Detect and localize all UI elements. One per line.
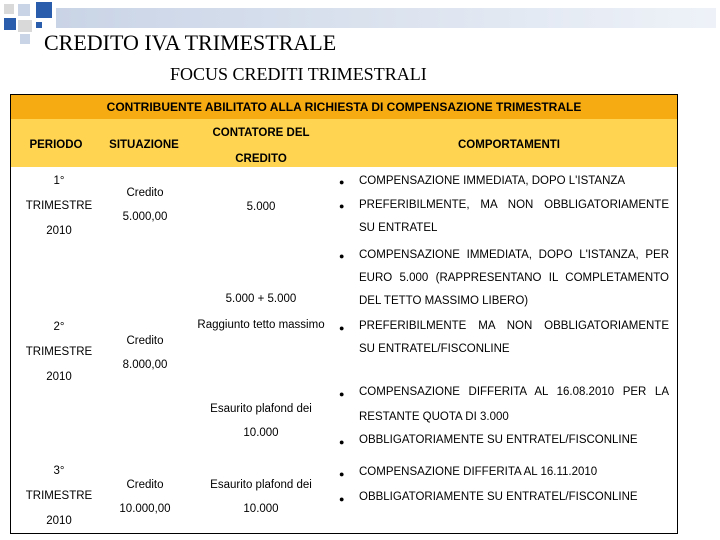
- row1-behavior2-line1: PREFERIBILMENTE, MA NON OBBLIGATORIAMENTE: [359, 199, 669, 211]
- row2-behavior1-line2: EURO 5.000 (RAPPRESENTANO IL COMPLETAMENTO: [359, 272, 669, 284]
- row1-periodo-line1: 1°: [53, 175, 65, 187]
- row1-behavior1-line1: COMPENSAZIONE IMMEDIATA, DOPO L'ISTANZA: [359, 175, 626, 187]
- row2-behavior4-line1: OBBLIGATORIAMENTE SU ENTRATEL/FISCONLINE: [359, 434, 638, 446]
- row1-situazione-line1: Credito: [126, 187, 164, 199]
- row2-contatore-line1: 5.000 + 5.000: [225, 293, 297, 305]
- row2-situazione-line1: Credito: [126, 335, 164, 347]
- decorative-square: [36, 2, 52, 18]
- row1-periodo-line3: 2010: [46, 225, 72, 237]
- row1-behavior2-line2: SU ENTRATEL: [359, 222, 438, 234]
- row3-behavior2-line1: OBBLIGATORIAMENTE SU ENTRATEL/FISCONLINE: [359, 491, 638, 503]
- row3-contatore-line2: 10.000: [243, 503, 279, 515]
- row2-contatore-line3: Esaurito plafond dei: [210, 403, 312, 415]
- row3-situazione-line2: 10.000,00: [119, 503, 171, 515]
- header-periodo: PERIODO: [29, 139, 83, 151]
- table-banner: CONTRIBUENTE ABILITATO ALLA RICHIESTA DI COMPENSAZIONE TRIMESTRALE: [11, 95, 677, 120]
- row2-behavior1-line1: COMPENSAZIONE IMMEDIATA, DOPO L'ISTANZA, PER: [359, 249, 669, 261]
- header-contatore-line2: CREDITO: [235, 153, 287, 165]
- decorative-square: [36, 22, 42, 28]
- decorative-title-bar: [56, 8, 716, 28]
- header-comportamenti: COMPORTAMENTI: [457, 139, 560, 151]
- bullet-icon: ●: [339, 251, 345, 261]
- bullet-icon: ●: [339, 177, 345, 187]
- row3-periodo-line3: 2010: [46, 515, 72, 527]
- decorative-square: [18, 4, 30, 16]
- bullet-icon: ●: [339, 469, 345, 479]
- row2-behavior2-line2: SU ENTRATEL/FISCONLINE: [359, 343, 510, 355]
- page-subtitle: FOCUS CREDITI TRIMESTRALI: [170, 64, 427, 84]
- row3-periodo-line1: 3°: [53, 465, 65, 477]
- row1-periodo-line2: TRIMESTRE: [25, 200, 93, 212]
- row3-contatore-line1: Esaurito plafond dei: [210, 479, 312, 491]
- header-situazione: SITUAZIONE: [109, 139, 179, 151]
- bullet-icon: ●: [339, 437, 345, 447]
- row1-situazione-line2: 5.000,00: [122, 211, 168, 223]
- credit-table: [10, 94, 678, 534]
- row2-periodo-line2: TRIMESTRE: [25, 346, 93, 358]
- row3-periodo-line2: TRIMESTRE: [25, 490, 93, 502]
- bullet-icon: ●: [339, 201, 345, 211]
- row2-contatore-line4: 10.000: [243, 427, 279, 439]
- row2-contatore-line2: Raggiunto tetto massimo: [197, 319, 325, 331]
- bullet-icon: ●: [339, 389, 345, 399]
- decorative-square: [20, 34, 30, 44]
- bullet-icon: ●: [339, 323, 345, 333]
- row2-situazione-line2: 8.000,00: [122, 359, 168, 371]
- row2-behavior3-line2: RESTANTE QUOTA DI 3.000: [359, 411, 509, 423]
- row2-behavior2-line1: PREFERIBILMENTE MA NON OBBLIGATORIAMENTE: [359, 320, 669, 332]
- decorative-square-top-left: [4, 4, 14, 14]
- decorative-square: [4, 18, 16, 30]
- row3-situazione-line1: Credito: [126, 479, 164, 491]
- row2-behavior3-line1: COMPENSAZIONE DIFFERITA AL 16.08.2010 PER LA: [359, 386, 669, 398]
- decorative-square: [18, 20, 32, 32]
- bullet-icon: ●: [339, 494, 345, 504]
- row2-periodo-line3: 2010: [46, 371, 72, 383]
- page-title: CREDITO IVA TRIMESTRALE: [44, 30, 337, 55]
- row2-periodo-line1: 2°: [53, 321, 65, 333]
- row1-contatore: 5.000: [246, 201, 276, 213]
- row2-behavior1-line3: DEL TETTO MASSIMO LIBERO): [359, 295, 529, 307]
- header-contatore-line1: CONTATORE DEL: [212, 127, 310, 139]
- row3-behavior1-line1: COMPENSAZIONE DIFFERITA AL 16.11.2010: [359, 466, 598, 478]
